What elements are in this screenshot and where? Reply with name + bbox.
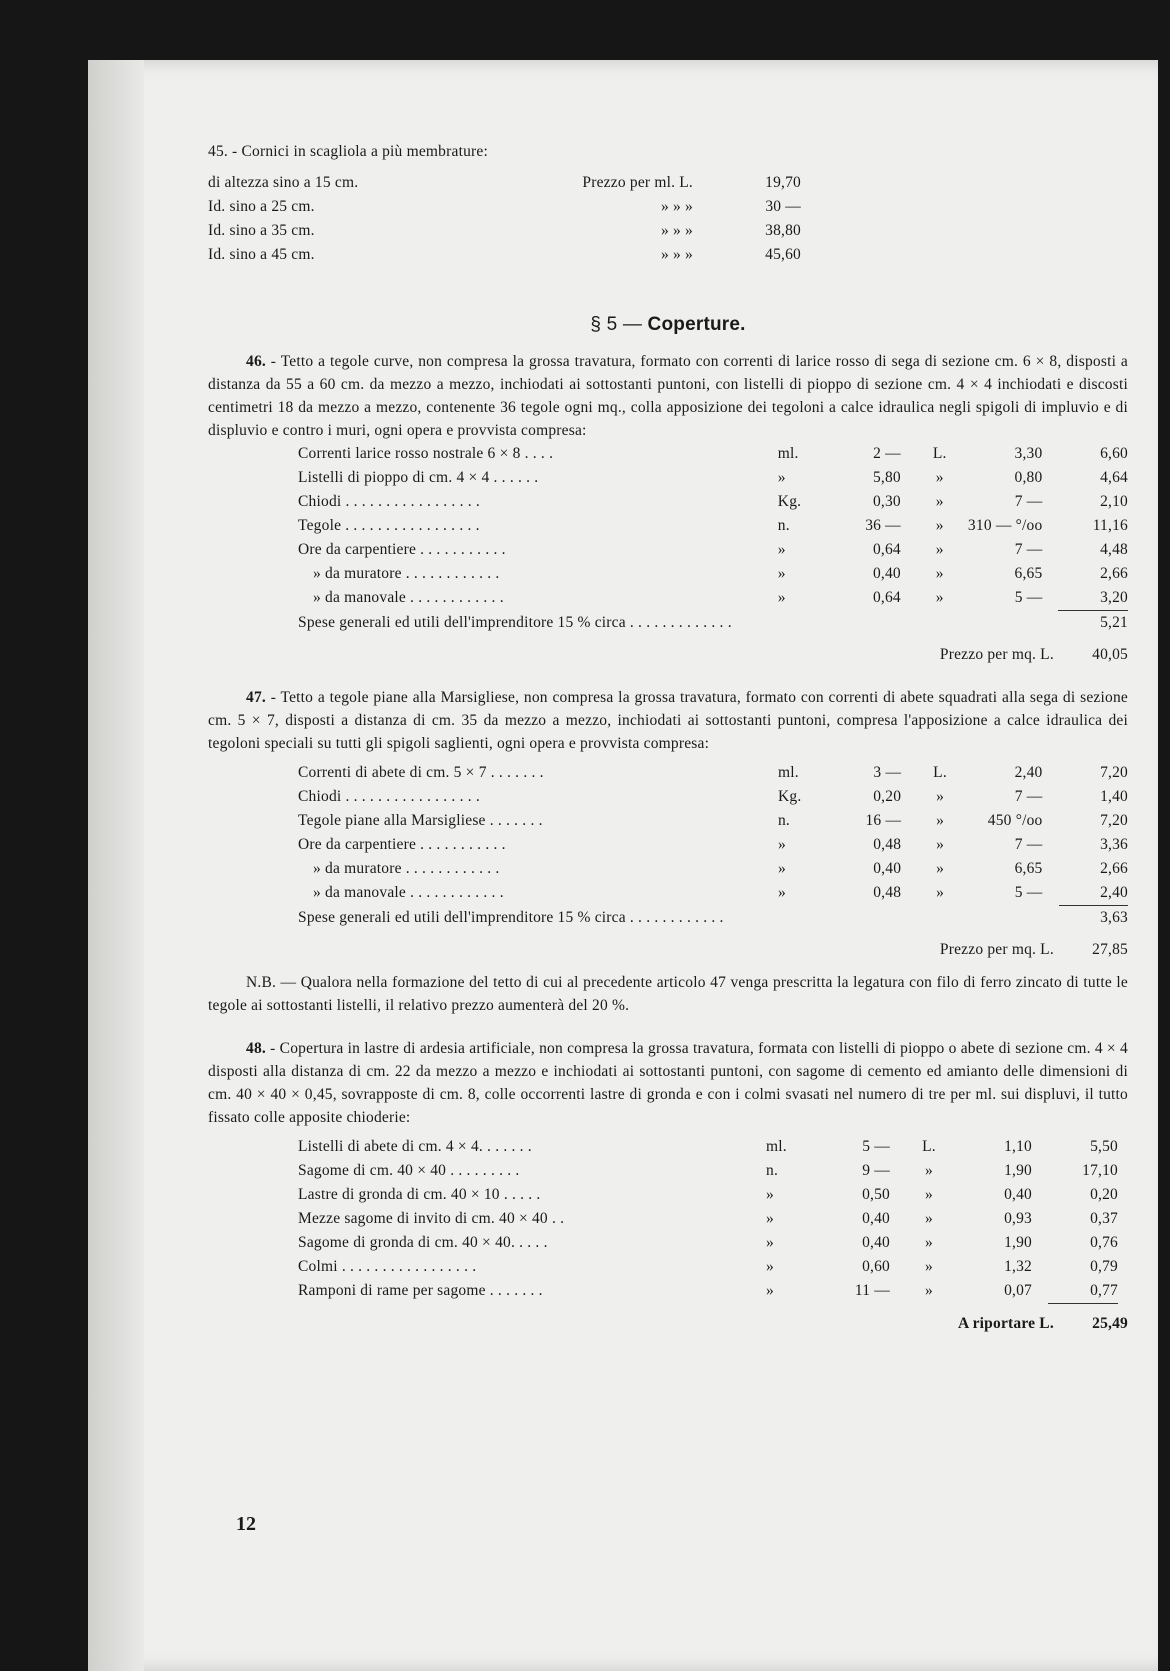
- row-description: Listelli di abete di cm. 4 × 4. . . . . . .: [298, 1138, 532, 1155]
- table-row: [208, 833, 1128, 857]
- item-46-description: - Tetto a tegole curve, non compresa la grossa travatura, formato con correnti di larice rosso di sega di sezione cm. 6 × 8, disposti a distanza da 55 a 60 cm. da mezzo a mezzo, inchiodati ai sottostanti puntoni, con listelli di pioppo di sezione cm. 4 × 4 inchiodati e discosti centimetri 18 da mezzo a mezzo, contenente 36 tegole ogni mq., colla apposizione dei tegoloni a calce idraulica negli spigoli di impluvio e di displuvio e contro i muri, ogni opera e provvista compresa:: [208, 353, 1128, 439]
- row-quantity: 36 —: [865, 517, 901, 534]
- row-description: Lastre di gronda di cm. 40 × 10 . . . . .: [298, 1186, 541, 1203]
- row-description: Colmi . . . . . . . . . . . . . . . . .: [298, 1258, 477, 1275]
- item-47-spese-row: [208, 906, 1128, 931]
- row-quantity: 0,40: [862, 1234, 890, 1251]
- item-47-description: - Tetto a tegole piane alla Marsigliese, non compresa la grossa travatura, formato con correnti di abete squadrati alla sega di sezione cm. 5 × 7, disposti a distanza di cm. 35 da mezzo a mezzo, inchiodati ai sottostanti puntoni, compresa l'apposizione a calce idraulica dei tegoloni speciali su tutti gli spigoli saglienti, ogni opera e provvista compresa:: [208, 689, 1128, 752]
- row-description: Tegole . . . . . . . . . . . . . . . . .: [298, 517, 480, 534]
- row-unit: »: [777, 589, 786, 606]
- row-quantity: 0,40: [873, 860, 902, 877]
- row-quantity: 16 —: [865, 812, 902, 829]
- section-title: [208, 313, 1128, 336]
- table-row: [208, 1183, 1118, 1207]
- row-quantity: 11 —: [854, 1282, 890, 1299]
- row-description: Ramponi di rame per sagome . . . . . . .: [298, 1282, 543, 1299]
- item-48-table: [208, 1135, 1118, 1304]
- table-row: [208, 538, 1128, 562]
- table-row: [208, 195, 801, 219]
- row-description: » da manovale . . . . . . . . . . . .: [313, 884, 504, 901]
- section-name: Coperture.: [647, 314, 746, 335]
- row-unit-price: 1,90: [1004, 1234, 1032, 1251]
- total-value: 25,49: [1092, 1315, 1128, 1332]
- row-currency: »: [925, 1210, 933, 1227]
- row-currency: »: [936, 860, 945, 877]
- row-quantity: 0,20: [873, 788, 902, 805]
- row-unit: »: [777, 565, 786, 582]
- row-description: Correnti larice rosso nostrale 6 × 8 . . . .: [298, 445, 554, 462]
- item-47-text: [208, 686, 1128, 755]
- row-quantity: 3 —: [873, 764, 902, 781]
- item-46-spese-row: [208, 611, 1128, 636]
- row-amount: 4,64: [1100, 469, 1128, 486]
- table-row: [208, 1135, 1118, 1159]
- row-currency: L.: [933, 764, 947, 781]
- row-unit: »: [777, 836, 786, 853]
- row-quantity: 5,80: [872, 469, 901, 486]
- row-currency: »: [925, 1258, 933, 1275]
- row-unit-price: 6,65: [1014, 565, 1043, 582]
- row-unit-price: 1,90: [1004, 1162, 1032, 1179]
- row-amount: 0,79: [1090, 1258, 1118, 1275]
- table-row: [208, 171, 801, 195]
- row-unit: »: [766, 1258, 774, 1275]
- total-label: A riportare L.: [957, 1315, 1054, 1332]
- total-label: Prezzo per mq. L.: [939, 646, 1054, 663]
- item-46-number: 46.: [246, 353, 266, 370]
- row-description: Listelli di pioppo di cm. 4 × 4 . . . . . .: [298, 469, 539, 486]
- row-unit: »: [766, 1234, 774, 1251]
- table-row: [208, 490, 1128, 514]
- table-row: [208, 562, 1128, 586]
- row-unit-price: 0,93: [1004, 1210, 1032, 1227]
- row-unit: n.: [766, 1162, 779, 1179]
- row-currency: »: [925, 1162, 933, 1179]
- row-description: » da muratore . . . . . . . . . . . .: [313, 860, 500, 877]
- row-currency: »: [935, 517, 944, 534]
- row-quantity: 0,64: [872, 589, 901, 606]
- row-amount: 4,48: [1100, 541, 1128, 558]
- table-row: [208, 586, 1128, 611]
- row-amount: 3,36: [1100, 836, 1128, 853]
- row-description: Sagome di cm. 40 × 40 . . . . . . . . .: [298, 1162, 520, 1179]
- total-label: Prezzo per mq. L.: [939, 941, 1054, 958]
- row-unit-price: 7 —: [1014, 836, 1043, 853]
- row-price-label: » » »: [661, 198, 693, 215]
- row-description: » da manovale . . . . . . . . . . . .: [313, 589, 504, 606]
- table-row: [208, 243, 801, 267]
- row-quantity: 0,64: [872, 541, 901, 558]
- row-currency: »: [925, 1234, 933, 1251]
- row-unit-price: 1,32: [1004, 1258, 1032, 1275]
- row-unit-price: 0,80: [1014, 469, 1043, 486]
- row-unit: »: [766, 1210, 774, 1227]
- item-48-total: [208, 1312, 1128, 1335]
- row-unit: »: [777, 469, 786, 486]
- row-quantity: 0,40: [872, 565, 901, 582]
- row-unit-price: 2,40: [1014, 764, 1043, 781]
- row-unit-price: 5 —: [1014, 884, 1043, 901]
- row-description: Chiodi . . . . . . . . . . . . . . . . .: [298, 788, 480, 805]
- row-unit: ml.: [766, 1138, 787, 1155]
- row-description: Chiodi . . . . . . . . . . . . . . . . .: [298, 493, 480, 510]
- table-row: [208, 1207, 1118, 1231]
- row-unit: »: [766, 1186, 774, 1203]
- row-description: Mezze sagome di invito di cm. 40 × 40 . .: [298, 1210, 565, 1227]
- row-currency: »: [925, 1186, 933, 1203]
- table-row: [208, 466, 1128, 490]
- row-amount: 1,40: [1100, 788, 1128, 805]
- item-47-table: [208, 761, 1128, 930]
- page-number: 12: [236, 1513, 256, 1535]
- row-unit: »: [766, 1282, 774, 1299]
- row-unit: »: [777, 884, 786, 901]
- row-quantity: 0,48: [873, 884, 902, 901]
- row-price-label: » » »: [661, 222, 693, 239]
- row-label: Id. sino a 45 cm.: [208, 246, 315, 263]
- row-unit: »: [777, 541, 786, 558]
- row-quantity: 0,60: [862, 1258, 890, 1275]
- row-quantity: 0,30: [872, 493, 901, 510]
- row-amount: 3,20: [1058, 586, 1128, 611]
- table-row: [208, 1255, 1118, 1279]
- row-amount: 0,20: [1090, 1186, 1118, 1203]
- row-unit-price: 0,40: [1004, 1186, 1032, 1203]
- row-currency: »: [935, 469, 944, 486]
- spese-label: Spese generali ed utili dell'imprenditore 15 % circa . . . . . . . . . . . . .: [298, 614, 732, 631]
- row-amount: 0,37: [1090, 1210, 1118, 1227]
- row-amount: 17,10: [1082, 1162, 1118, 1179]
- row-quantity: 2 —: [873, 445, 901, 462]
- row-quantity: 0,40: [862, 1210, 890, 1227]
- table-row: [208, 857, 1128, 881]
- item-45-table: [208, 171, 801, 267]
- row-currency: »: [936, 788, 945, 805]
- row-currency: L.: [932, 445, 947, 462]
- table-row: [208, 1279, 1118, 1304]
- row-unit-price: 6,65: [1014, 860, 1043, 877]
- item-46-table: [208, 442, 1128, 635]
- row-unit-price: 3,30: [1014, 445, 1043, 462]
- row-value: 38,80: [765, 222, 801, 239]
- row-currency: »: [935, 565, 944, 582]
- table-row: [208, 1159, 1118, 1183]
- row-description: Ore da carpentiere . . . . . . . . . . .: [298, 541, 506, 558]
- row-unit: n.: [777, 517, 790, 534]
- row-unit-price: 5 —: [1014, 589, 1043, 606]
- row-quantity: 0,50: [862, 1186, 890, 1203]
- table-row: [208, 442, 1128, 466]
- total-value: 27,85: [1092, 941, 1128, 958]
- row-amount: 7,20: [1100, 764, 1128, 781]
- row-currency: L.: [922, 1138, 936, 1155]
- table-row: [208, 1231, 1118, 1255]
- row-amount: 0,77: [1048, 1279, 1118, 1304]
- row-label: Id. sino a 25 cm.: [208, 198, 315, 215]
- row-amount: 2,40: [1059, 881, 1128, 906]
- page: [88, 60, 1158, 1671]
- item-48-description: - Copertura in lastre di ardesia artificiale, non compresa la grossa travatura, formata con listelli di pioppo o abete di sezione cm. 4 × 4 disposti alla distanza di cm. 22 da mezzo a mezzo e inchiodati ai sottostanti puntoni, con sagome di cemento ed amianto delle dimensioni di cm. 40 × 40 × 0,45, sovrapposte di cm. 8, colle occorrenti lastre di gronda e con i colmi svasati nel numero di tre per ml. sui displuvi, il tutto fissato colle apposite chioderie:: [208, 1040, 1128, 1126]
- row-value: 30 —: [765, 198, 801, 215]
- table-row: [208, 881, 1128, 906]
- item-48-number: 48.: [246, 1040, 266, 1057]
- row-amount: 2,10: [1100, 493, 1128, 510]
- row-value: 19,70: [765, 174, 801, 191]
- item-47-total: [208, 938, 1128, 961]
- row-currency: »: [935, 541, 944, 558]
- table-row: [208, 219, 801, 243]
- item-45-heading: 45. - Cornici in scagliola a più membrature:: [208, 143, 488, 160]
- row-currency: »: [925, 1282, 933, 1299]
- row-unit-price: 310 — °/oo: [967, 517, 1043, 534]
- row-unit-price: 1,10: [1004, 1138, 1032, 1155]
- row-unit-price: 7 —: [1014, 788, 1043, 805]
- row-label: di altezza sino a 15 cm.: [208, 174, 359, 191]
- row-description: » da muratore . . . . . . . . . . . .: [313, 565, 500, 582]
- row-currency: »: [935, 493, 944, 510]
- total-value: 40,05: [1092, 646, 1128, 663]
- row-unit: ml.: [777, 764, 799, 781]
- row-label: Id. sino a 35 cm.: [208, 222, 315, 239]
- row-description: Sagome di gronda di cm. 40 × 40. . . . .: [298, 1234, 548, 1251]
- row-unit: Kg.: [777, 493, 802, 510]
- row-amount: 2,66: [1100, 860, 1128, 877]
- table-row: [208, 809, 1128, 833]
- row-unit-price: 450 °/oo: [987, 812, 1043, 829]
- spese-label: Spese generali ed utili dell'imprenditore 15 % circa . . . . . . . . . . . .: [298, 909, 724, 926]
- row-description: Ore da carpentiere . . . . . . . . . . .: [298, 836, 506, 853]
- item-46-text: [208, 350, 1128, 442]
- item-47-number: 47.: [246, 689, 266, 706]
- row-unit-price: 0,07: [1004, 1282, 1032, 1299]
- nb-note: N.B. — Qualora nella formazione del tetto di cui al precedente articolo 47 venga prescritta la legatura con filo di ferro zincato di tutte le tegole ai sottostanti listelli, il relativo prezzo aumenterà del 20 %.: [208, 974, 1128, 1014]
- row-amount: 0,76: [1090, 1234, 1118, 1251]
- row-value: 45,60: [765, 246, 801, 263]
- page-shadow: [88, 60, 144, 1671]
- spese-amount: 5,21: [1100, 614, 1128, 631]
- row-currency: »: [936, 884, 945, 901]
- item-46-total: [208, 643, 1128, 666]
- row-unit-price: 7 —: [1014, 493, 1043, 510]
- row-quantity: 9 —: [862, 1162, 890, 1179]
- row-amount: 11,16: [1092, 517, 1128, 534]
- row-quantity: 5 —: [862, 1138, 890, 1155]
- row-price-label: Prezzo per ml. L.: [582, 174, 693, 191]
- row-description: Tegole piane alla Marsigliese . . . . . . .: [298, 812, 543, 829]
- row-quantity: 0,48: [873, 836, 902, 853]
- row-currency: »: [936, 836, 945, 853]
- table-row: [208, 514, 1128, 538]
- row-currency: »: [936, 812, 945, 829]
- section-symbol: § 5 —: [590, 314, 643, 335]
- row-unit-price: 7 —: [1014, 541, 1043, 558]
- row-price-label: » » »: [661, 246, 693, 263]
- row-unit: n.: [777, 812, 791, 829]
- item-48-text: [208, 1037, 1128, 1129]
- row-amount: 2,66: [1100, 565, 1128, 582]
- document-body: [208, 140, 1128, 1335]
- row-description: Correnti di abete di cm. 5 × 7 . . . . . . .: [298, 764, 544, 781]
- spese-amount: 3,63: [1100, 909, 1128, 926]
- row-amount: 6,60: [1100, 445, 1128, 462]
- row-unit: Kg.: [777, 788, 802, 805]
- row-unit: ml.: [777, 445, 799, 462]
- row-unit: »: [777, 860, 786, 877]
- row-currency: »: [935, 589, 944, 606]
- row-amount: 7,20: [1100, 812, 1128, 829]
- table-row: [208, 785, 1128, 809]
- row-amount: 5,50: [1090, 1138, 1118, 1155]
- table-row: [208, 761, 1128, 785]
